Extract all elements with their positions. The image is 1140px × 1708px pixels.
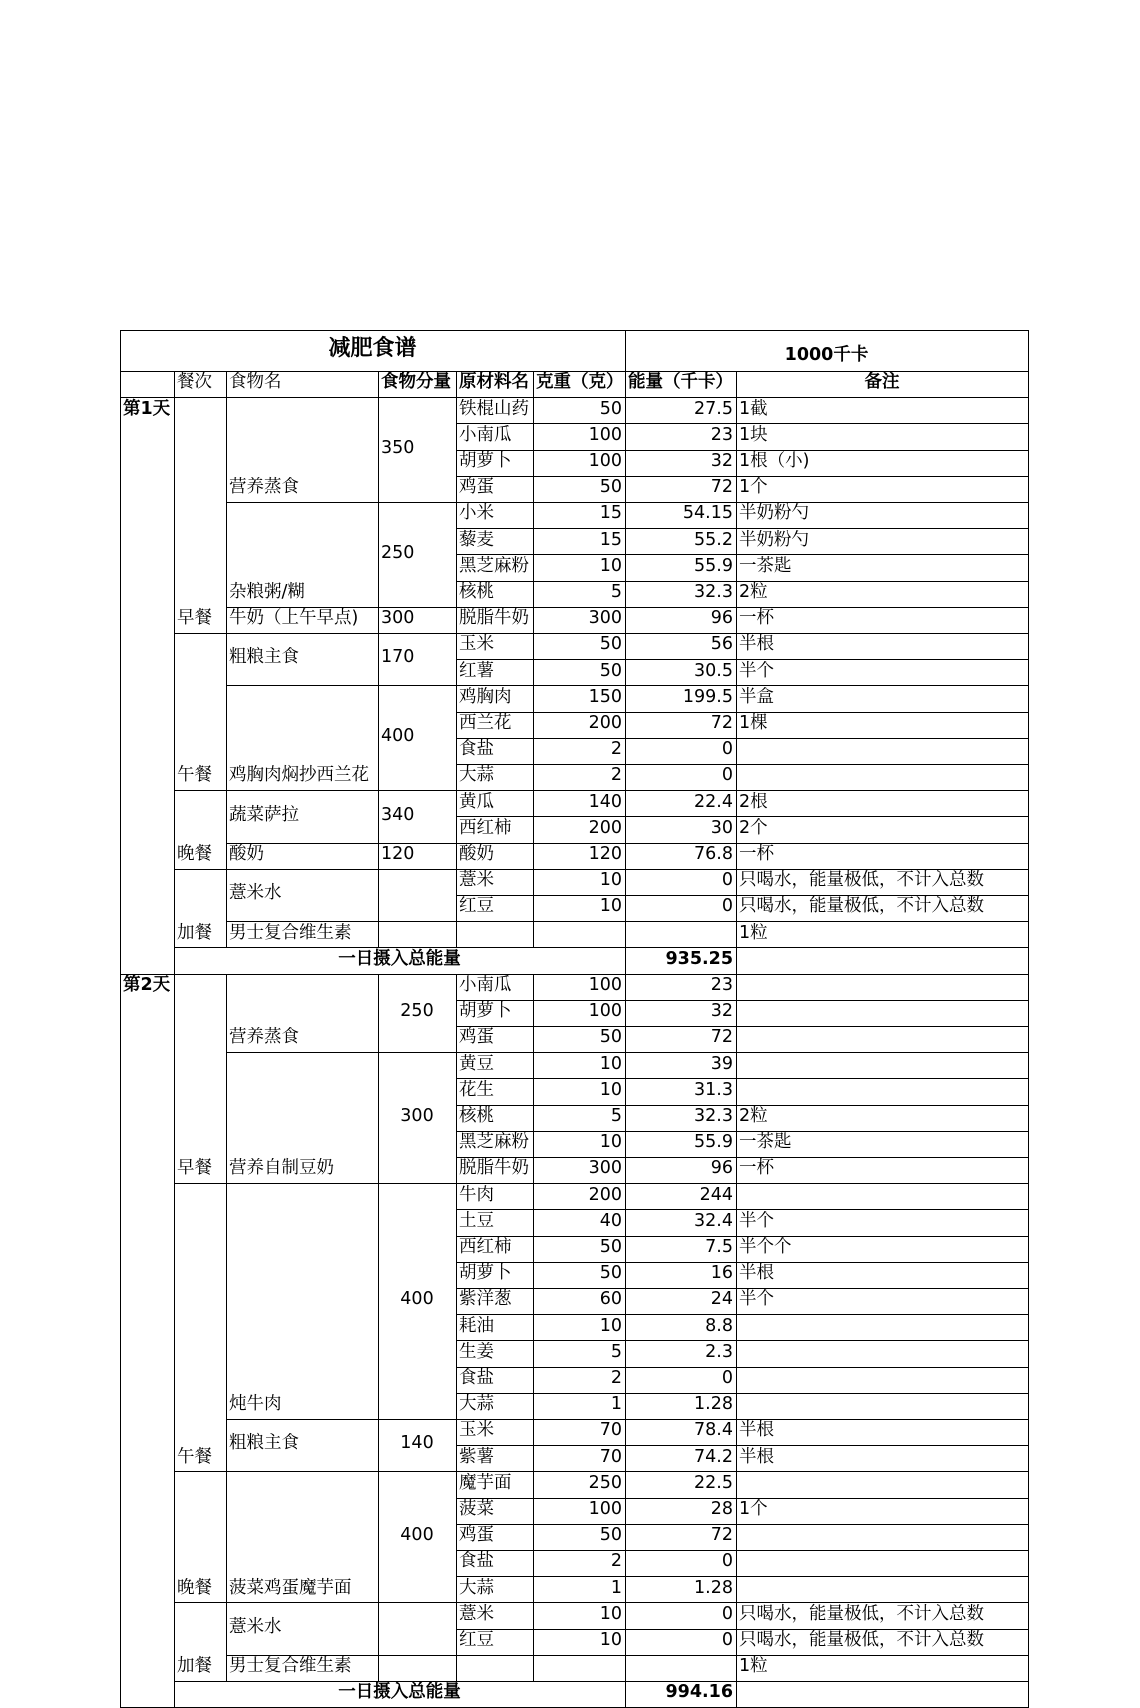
energy-cell: 23 [710,974,733,995]
energy-cell: 1.28 [694,1577,733,1598]
energy-cell: 1.28 [694,1394,733,1415]
weight-cell: 2 [610,739,622,760]
portion-cell: 140 [400,1433,434,1454]
ingredient-cell: 铁棍山药 [459,398,529,419]
food-name-cell: 蔬菜萨拉 [229,804,299,825]
ingredient-cell: 胡萝卜 [459,1263,512,1284]
food-name-cell: 男士复合维生素 [229,922,352,943]
energy-cell: 27.5 [694,398,733,419]
weight-cell: 200 [588,712,622,733]
food-name-cell: 营养自制豆奶 [229,1158,334,1179]
ingredient-cell: 生姜 [459,1341,494,1362]
ingredient-cell: 红薯 [459,660,494,681]
weight-cell: 10 [599,1315,622,1336]
energy-cell: 24 [710,1289,733,1310]
weight-cell: 2 [610,1367,622,1388]
energy-cell: 7.5 [705,1236,733,1257]
daily-total-energy: 935.25 [665,948,733,969]
ingredient-cell: 黑芝麻粉 [459,1132,529,1153]
energy-cell: 32 [710,1001,733,1022]
meal-label: 午餐 [177,1446,212,1467]
ingredient-cell: 玉米 [459,1420,494,1441]
ingredient-cell: 核桃 [459,581,494,602]
note-cell: 1截 [739,398,768,419]
energy-cell: 0 [721,1629,733,1650]
meal-label: 午餐 [177,765,212,786]
note-cell: 1棵 [739,712,768,733]
energy-cell: 55.9 [694,555,733,576]
weight-cell: 50 [599,1027,622,1048]
energy-cell: 23 [710,424,733,445]
header-portion: 食物分量 [381,372,451,393]
note-cell: 一茶匙 [739,1132,792,1153]
energy-cell: 0 [721,1367,733,1388]
energy-cell: 0 [721,1603,733,1624]
energy-cell: 2.3 [705,1341,733,1362]
note-cell: 1粒 [739,1656,768,1677]
ingredient-cell: 菠菜 [459,1498,494,1519]
energy-cell: 54.15 [682,503,733,524]
weight-cell: 100 [588,450,622,471]
note-cell: 一杯 [739,843,774,864]
weight-cell: 1 [610,1577,622,1598]
portion-cell: 400 [381,726,415,747]
energy-cell: 39 [710,1053,733,1074]
food-name-cell: 男士复合维生素 [229,1656,352,1677]
ingredient-cell: 食盐 [459,1367,494,1388]
energy-cell: 0 [721,765,733,786]
note-cell: 半盒 [739,686,774,707]
ingredient-cell: 紫洋葱 [459,1289,512,1310]
energy-cell: 72 [710,477,733,498]
weight-cell: 100 [588,974,622,995]
weight-cell: 50 [599,1236,622,1257]
header-food: 食物名 [229,372,282,393]
daily-total-label: 一日摄入总能量 [338,948,461,969]
weight-cell: 70 [599,1420,622,1441]
energy-cell: 244 [699,1184,733,1205]
note-cell: 一杯 [739,1158,774,1179]
energy-cell: 72 [710,712,733,733]
header-energy: 能量（千卡） [628,372,733,393]
note-cell: 半个 [739,660,774,681]
header-ingredient: 原材料名 [459,372,529,393]
energy-cell: 96 [710,608,733,629]
portion-cell: 340 [381,804,415,825]
energy-cell: 0 [721,1551,733,1572]
food-name-cell: 薏米水 [229,1616,282,1637]
weight-cell: 5 [610,1341,622,1362]
note-cell: 只喝水，能量极低，不计入总数 [739,1629,984,1650]
ingredient-cell: 西红柿 [459,1236,512,1257]
energy-cell: 30 [710,817,733,838]
meal-label: 早餐 [177,1158,212,1179]
energy-cell: 32.3 [694,1105,733,1126]
note-cell: 半个个 [739,1236,792,1257]
portion-cell: 350 [381,437,415,458]
weight-cell: 50 [599,660,622,681]
weight-cell: 70 [599,1446,622,1467]
header-weight: 克重（克） [536,372,624,393]
food-name-cell: 薏米水 [229,883,282,904]
meal-label: 早餐 [177,608,212,629]
weight-cell: 100 [588,1498,622,1519]
ingredient-cell: 酸奶 [459,843,494,864]
note-cell: 1个 [739,1498,768,1519]
portion-cell: 250 [381,542,415,563]
note-cell: 半根 [739,634,774,655]
weight-cell: 200 [588,817,622,838]
weight-cell: 60 [599,1289,622,1310]
food-name-cell: 酸奶 [229,843,264,864]
note-cell: 半根 [739,1420,774,1441]
weight-cell: 10 [599,1603,622,1624]
note-cell: 半根 [739,1263,774,1284]
note-cell: 2个 [739,817,768,838]
ingredient-cell: 食盐 [459,1551,494,1572]
weight-cell: 200 [588,1184,622,1205]
note-cell: 只喝水，能量极低，不计入总数 [739,870,984,891]
meal-label: 晚餐 [177,843,212,864]
ingredient-cell: 脱脂牛奶 [459,1158,529,1179]
weight-cell: 2 [610,1551,622,1572]
food-name-cell: 粗粮主食 [229,647,299,668]
energy-cell: 8.8 [705,1315,733,1336]
weight-cell: 100 [588,424,622,445]
note-cell: 只喝水，能量极低，不计入总数 [739,1603,984,1624]
weight-cell: 50 [599,1263,622,1284]
ingredient-cell: 黄豆 [459,1053,494,1074]
energy-cell: 22.4 [694,791,733,812]
ingredient-cell: 薏米 [459,1603,494,1624]
portion-cell: 400 [400,1525,434,1546]
energy-cell: 96 [710,1158,733,1179]
energy-cell: 74.2 [694,1446,733,1467]
ingredient-cell: 脱脂牛奶 [459,608,529,629]
energy-cell: 199.5 [682,686,733,707]
ingredient-cell: 胡萝卜 [459,1001,512,1022]
ingredient-cell: 黄瓜 [459,791,494,812]
energy-cell: 32 [710,450,733,471]
note-cell: 1个 [739,477,768,498]
sheet-title: 减肥食谱 [328,336,417,362]
note-cell: 1块 [739,424,768,445]
energy-cell: 56 [710,634,733,655]
ingredient-cell: 鸡蛋 [459,1525,494,1546]
daily-total-label: 一日摄入总能量 [338,1682,461,1703]
ingredient-cell: 大蒜 [459,1577,494,1598]
energy-cell: 76.8 [694,843,733,864]
ingredient-cell: 牛肉 [459,1184,494,1205]
ingredient-cell: 玉米 [459,634,494,655]
energy-cell: 30.5 [694,660,733,681]
food-name-cell: 营养蒸食 [229,477,299,498]
food-name-cell: 粗粮主食 [229,1433,299,1454]
energy-cell: 16 [710,1263,733,1284]
note-cell: 半根 [739,1446,774,1467]
energy-cell: 55.2 [694,529,733,550]
weight-cell: 50 [599,477,622,498]
energy-cell: 22.5 [694,1472,733,1493]
weight-cell: 10 [599,555,622,576]
ingredient-cell: 黑芝麻粉 [459,555,529,576]
ingredient-cell: 鸡胸肉 [459,686,512,707]
weight-cell: 50 [599,634,622,655]
energy-cell: 0 [721,739,733,760]
ingredient-cell: 红豆 [459,896,494,917]
day-label: 第2天 [123,974,171,995]
ingredient-cell: 小南瓜 [459,974,512,995]
weight-cell: 140 [588,791,622,812]
ingredient-cell: 耗油 [459,1315,494,1336]
target-energy: 1000千卡 [784,345,869,366]
ingredient-cell: 小米 [459,503,494,524]
energy-cell: 28 [710,1498,733,1519]
energy-cell: 32.3 [694,581,733,602]
weight-cell: 50 [599,1525,622,1546]
food-name-cell: 菠菜鸡蛋魔芋面 [229,1577,352,1598]
ingredient-cell: 薏米 [459,870,494,891]
weight-cell: 120 [588,843,622,864]
food-name-cell: 营养蒸食 [229,1027,299,1048]
weight-cell: 150 [588,686,622,707]
weight-cell: 10 [599,870,622,891]
ingredient-cell: 鸡蛋 [459,1027,494,1048]
weight-cell: 15 [599,529,622,550]
header-note: 备注 [864,372,900,393]
food-name-cell: 鸡胸肉焖抄西兰花 [229,765,369,786]
daily-total-energy: 994.16 [665,1682,733,1703]
energy-cell: 32.4 [694,1210,733,1231]
weight-cell: 40 [599,1210,622,1231]
energy-cell: 78.4 [694,1420,733,1441]
weight-cell: 10 [599,1629,622,1650]
note-cell: 半奶粉勺 [739,529,809,550]
weight-cell: 15 [599,503,622,524]
note-cell: 一茶匙 [739,555,792,576]
energy-cell: 72 [710,1525,733,1546]
food-name-cell: 炖牛肉 [229,1394,282,1415]
ingredient-cell: 土豆 [459,1210,494,1231]
ingredient-cell: 大蒜 [459,765,494,786]
ingredient-cell: 小南瓜 [459,424,512,445]
note-cell: 半个 [739,1289,774,1310]
weight-cell: 5 [610,581,622,602]
ingredient-cell: 藜麦 [459,529,494,550]
portion-cell: 300 [400,1105,434,1126]
energy-cell: 31.3 [694,1079,733,1100]
weight-cell: 300 [588,608,622,629]
energy-cell: 0 [721,896,733,917]
ingredient-cell: 花生 [459,1079,494,1100]
weight-cell: 1 [610,1394,622,1415]
note-cell: 只喝水，能量极低，不计入总数 [739,896,984,917]
weight-cell: 50 [599,398,622,419]
ingredient-cell: 紫薯 [459,1446,494,1467]
food-name-cell: 杂粮粥/糊 [229,581,305,602]
portion-cell: 400 [400,1289,434,1310]
weight-cell: 100 [588,1001,622,1022]
note-cell: 2根 [739,791,768,812]
ingredient-cell: 魔芋面 [459,1472,512,1493]
ingredient-cell: 食盐 [459,739,494,760]
note-cell: 半个 [739,1210,774,1231]
meal-label: 晚餐 [177,1577,212,1598]
weight-cell: 10 [599,896,622,917]
meal-label: 加餐 [177,1656,212,1677]
note-cell: 半奶粉勺 [739,503,809,524]
ingredient-cell: 红豆 [459,1629,494,1650]
weight-cell: 10 [599,1079,622,1100]
note-cell: 1粒 [739,922,768,943]
meal-label: 加餐 [177,922,212,943]
ingredient-cell: 核桃 [459,1105,494,1126]
weight-cell: 2 [610,765,622,786]
note-cell: 2粒 [739,1105,768,1126]
energy-cell: 0 [721,870,733,891]
weight-cell: 10 [599,1132,622,1153]
weight-cell: 250 [588,1472,622,1493]
ingredient-cell: 西红柿 [459,817,512,838]
header-meal: 餐次 [177,372,212,393]
weight-cell: 300 [588,1158,622,1179]
food-name-cell: 牛奶（上午早点) [229,608,359,629]
weight-cell: 5 [610,1105,622,1126]
ingredient-cell: 鸡蛋 [459,477,494,498]
day-label: 第1天 [123,398,171,419]
ingredient-cell: 大蒜 [459,1394,494,1415]
portion-cell: 120 [381,843,415,864]
energy-cell: 55.9 [694,1132,733,1153]
energy-cell: 72 [710,1027,733,1048]
portion-cell: 250 [400,1001,434,1022]
ingredient-cell: 胡萝卜 [459,450,512,471]
portion-cell: 170 [381,647,415,668]
note-cell: 2粒 [739,581,768,602]
ingredient-cell: 西兰花 [459,712,512,733]
weight-cell: 10 [599,1053,622,1074]
portion-cell: 300 [381,608,415,629]
note-cell: 一杯 [739,608,774,629]
note-cell: 1根（小) [739,450,810,471]
